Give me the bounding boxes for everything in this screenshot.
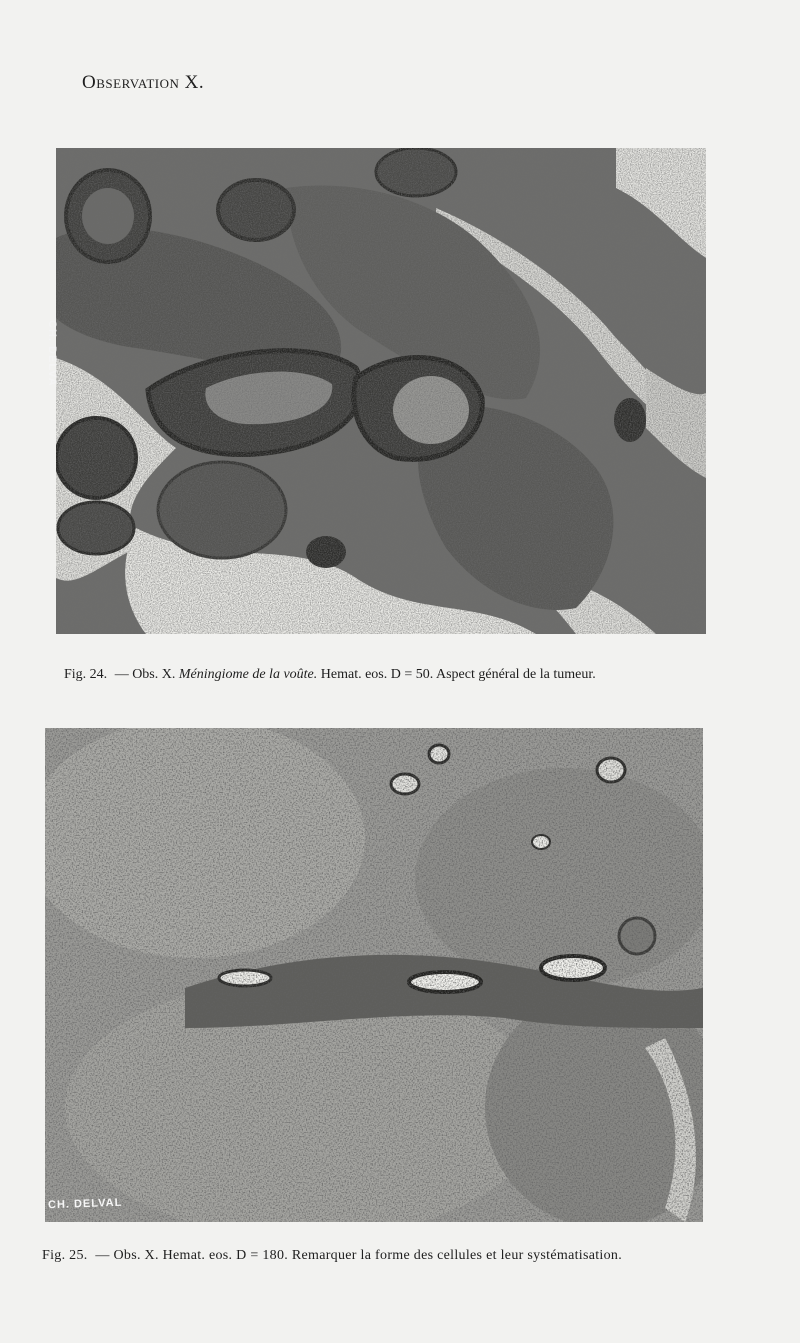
caption-rest: Hemat. eos. D = 180. Remarquer la forme des cellules et leur systématisation. — [162, 1248, 623, 1263]
caption-lead: — Obs. X. — [95, 1248, 159, 1263]
figure-label: Fig. 24. — [64, 667, 108, 682]
artist-signature: CH. DELVA — [46, 320, 58, 387]
figure-25-micrograph — [45, 728, 703, 1222]
figure-24-caption — [64, 667, 596, 683]
figure-25-caption — [42, 1248, 622, 1264]
caption-lead: — Obs. X. — [114, 667, 176, 682]
caption-italic: Méningiome de la voûte. — [178, 667, 318, 682]
page-title: Observation X. — [82, 72, 205, 93]
artist-signature: CH. DELVAL — [47, 1196, 123, 1212]
figure-label: Fig. 25. — [42, 1248, 88, 1263]
figure-24-micrograph — [56, 148, 706, 634]
caption-rest: Hemat. eos. D = 50. Aspect général de la tumeur. — [320, 667, 596, 682]
